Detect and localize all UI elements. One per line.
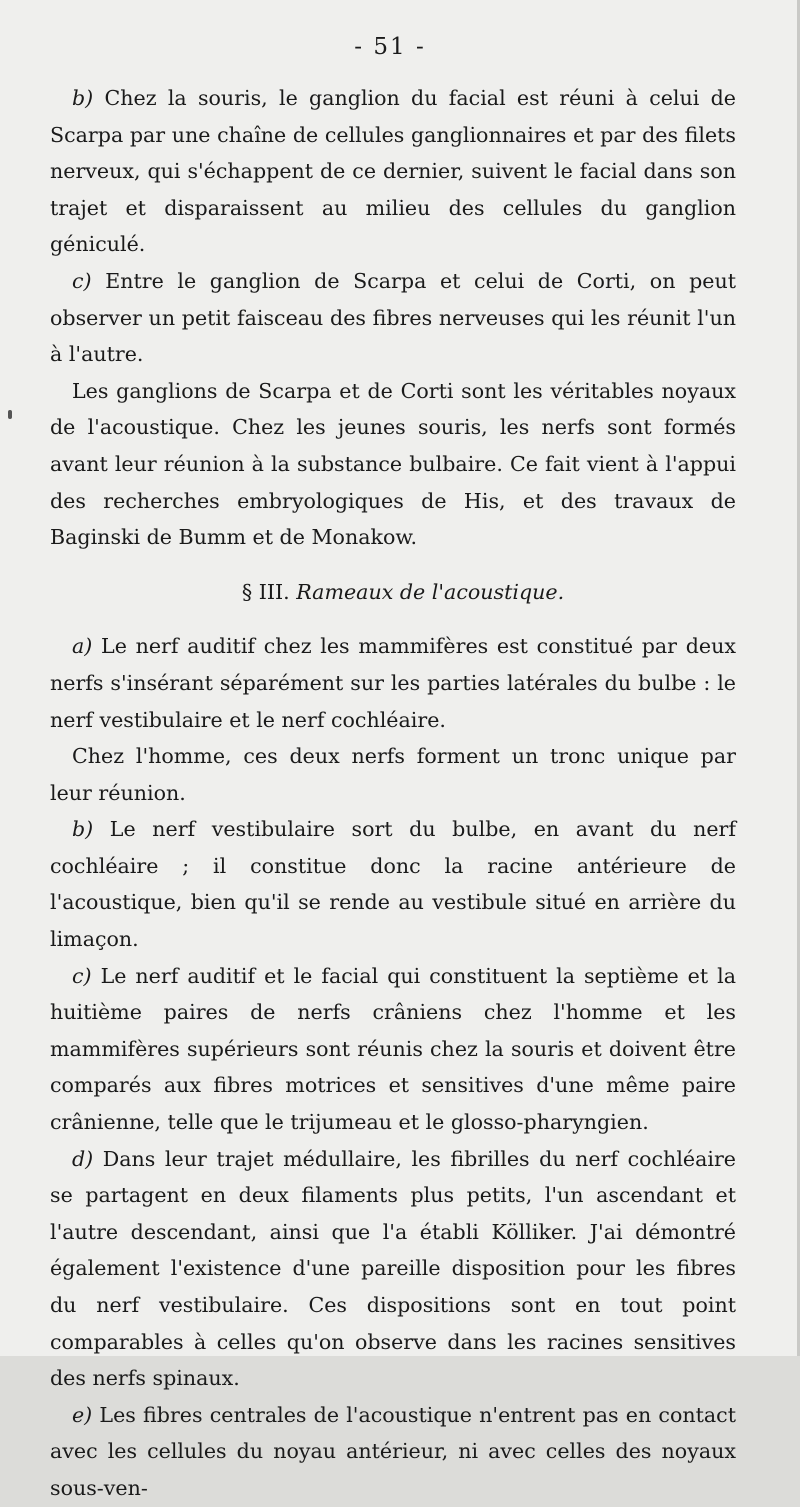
item-marker: c): [72, 963, 92, 988]
paragraph-text: Les fibres centrales de l'acoustique n'entrent pas en contact avec les cellules du noyau antérieur, ni avec celles des noyaux sous-ven-: [50, 1402, 736, 1500]
page-number: - 51 -: [354, 34, 426, 60]
margin-mark: [8, 410, 12, 419]
section-title: Rameaux de l'acoustique.: [296, 579, 565, 604]
paragraph-text: Les ganglions de Scarpa et de Corti sont les véritables noyaux de l'acoustique. Chez les jeunes souris, les nerfs sont formés avant leur réunion à la substance bulbaire. Ce fait vient à l'appui des recherches embryologiques de His, et des travaux de Baginski de Bumm et de Monakow.: [50, 378, 736, 550]
item-marker: e): [72, 1402, 93, 1427]
paragraph-noyaux: [50, 373, 736, 556]
paragraph-a-nerf-auditif: [50, 628, 736, 738]
paragraph-text: Le nerf auditif et le facial qui constituent la septième et la huitième paires de nerfs crâniens chez l'homme et les mammifères supérieurs sont réunis chez la souris et doivent être comparés aux fibres motrices et sensitives d'une même paire crânienne, telle que le trijumeau et le glosso-pharyngien.: [50, 963, 736, 1135]
paragraph-text: Chez l'homme, ces deux nerfs forment un tronc unique par leur réunion.: [50, 744, 736, 805]
paragraph-text: Dans leur trajet médullaire, les fibrilles du nerf cochléaire se partagent en deux filaments plus petits, l'un ascendant et l'autre descendant, ainsi que l'a établi Kölliker. J'ai démontré également l'existence d'une pareille disposition pour les fibres du nerf vestibulaire. Ces dispositions sont en tout point comparables à celles qu'on observe dans les racines sensitives des nerfs spinaux.: [50, 1146, 736, 1391]
item-marker: d): [72, 1146, 94, 1171]
body-text: [50, 80, 736, 1507]
item-marker: c): [72, 268, 92, 293]
paragraph-text: Chez la souris, le ganglion du facial est réuni à celui de Scarpa par une chaîne de cellules ganglionnaires et par des filets nerveux, qui s'échappent de ce dernier, suivent le facial dans son trajet et disparaissent au milieu des cellules du ganglion géniculé.: [50, 86, 736, 257]
paragraph-c-facial: [50, 958, 736, 1141]
paragraph-homme: [50, 738, 736, 811]
paragraph-c-scarpa-corti: [50, 263, 736, 373]
paragraph-text: Le nerf auditif chez les mammifères est constitué par deux nerfs s'insérant séparément sur les parties latérales du bulbe : le nerf vestibulaire et le nerf cochléaire.: [50, 634, 736, 732]
paragraph-text: Entre le ganglion de Scarpa et celui de Corti, on peut observer un petit faisceau des fibres nerveuses qui les réunit l'un à l'autre.: [50, 268, 736, 367]
item-marker: b): [72, 86, 94, 110]
paragraph-d-fibrilles: [50, 1141, 736, 1397]
paragraph-b-ganglion: [50, 80, 736, 263]
section-heading: [50, 574, 736, 611]
paragraph-b-vestibulaire: [50, 811, 736, 957]
item-marker: a): [72, 634, 93, 659]
paragraph-e-fibres-centrales: [50, 1397, 736, 1507]
paragraph-text: Le nerf vestibulaire sort du bulbe, en avant du nerf cochléaire ; il constitue donc la racine antérieure de l'acoustique, bien qu'il se rende au vestibule situé en arrière du limaçon.: [50, 817, 736, 952]
section-number: § III.: [241, 579, 290, 604]
item-marker: b): [72, 817, 94, 842]
